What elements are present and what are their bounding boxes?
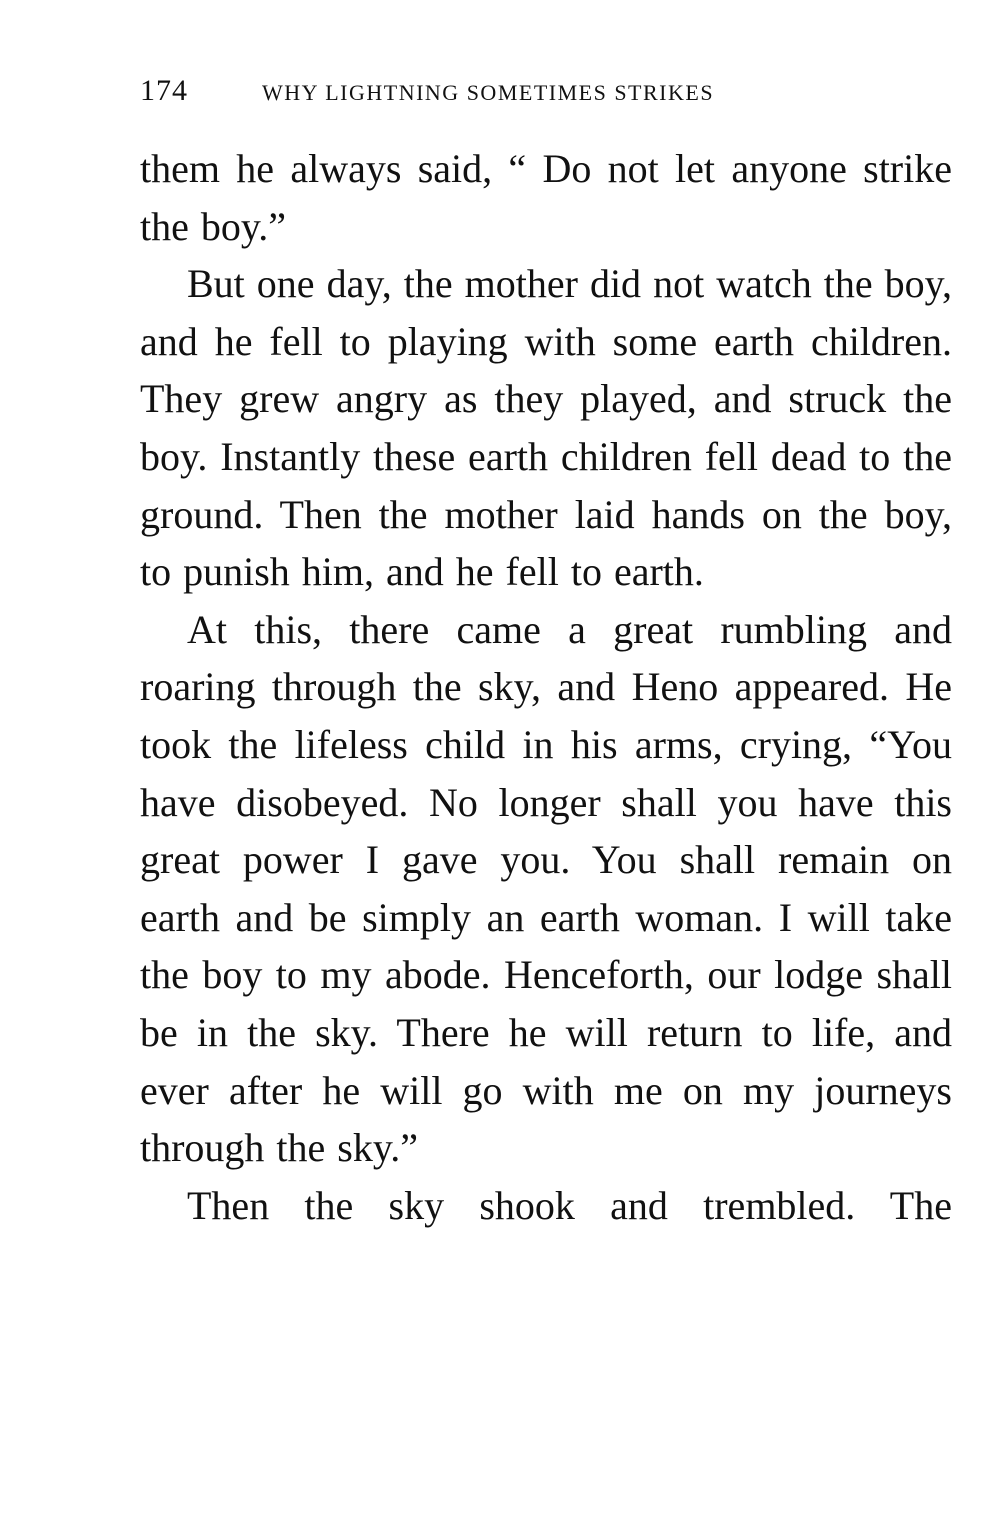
paragraph: At this, there came a great rumbling and roaring through the sky, and Heno appeared. He took the lifeless child in his arms, crying, “You have disobeyed. No longer shall you have this great power I gave you. You shall remain on earth and be simply an earth woman. I will take the boy to my abode. Henceforth, our lodge shall be in the sky. There he will return to life, and ever after he will go with me on my journeys through the sky.” xyxy=(140,606,952,1171)
paragraph: Then the sky shook and trembled. The xyxy=(187,1182,952,1228)
body-text xyxy=(140,140,952,1234)
paragraph: But one day, the mother did not watch the boy, and he fell to playing with some earth children. They grew angry as they played, and struck the boy. Instantly these earth children fell dead to the ground. Then the mother laid hands on the boy, to punish him, and he fell to earth. xyxy=(140,261,952,595)
running-title: WHY LIGHTNING SOMETIMES STRIKES xyxy=(262,80,715,105)
paragraph-continued: them he always said, “ Do not let anyone strike the boy.” xyxy=(140,146,952,249)
page-number: 174 xyxy=(140,74,188,107)
page-header xyxy=(140,74,940,114)
